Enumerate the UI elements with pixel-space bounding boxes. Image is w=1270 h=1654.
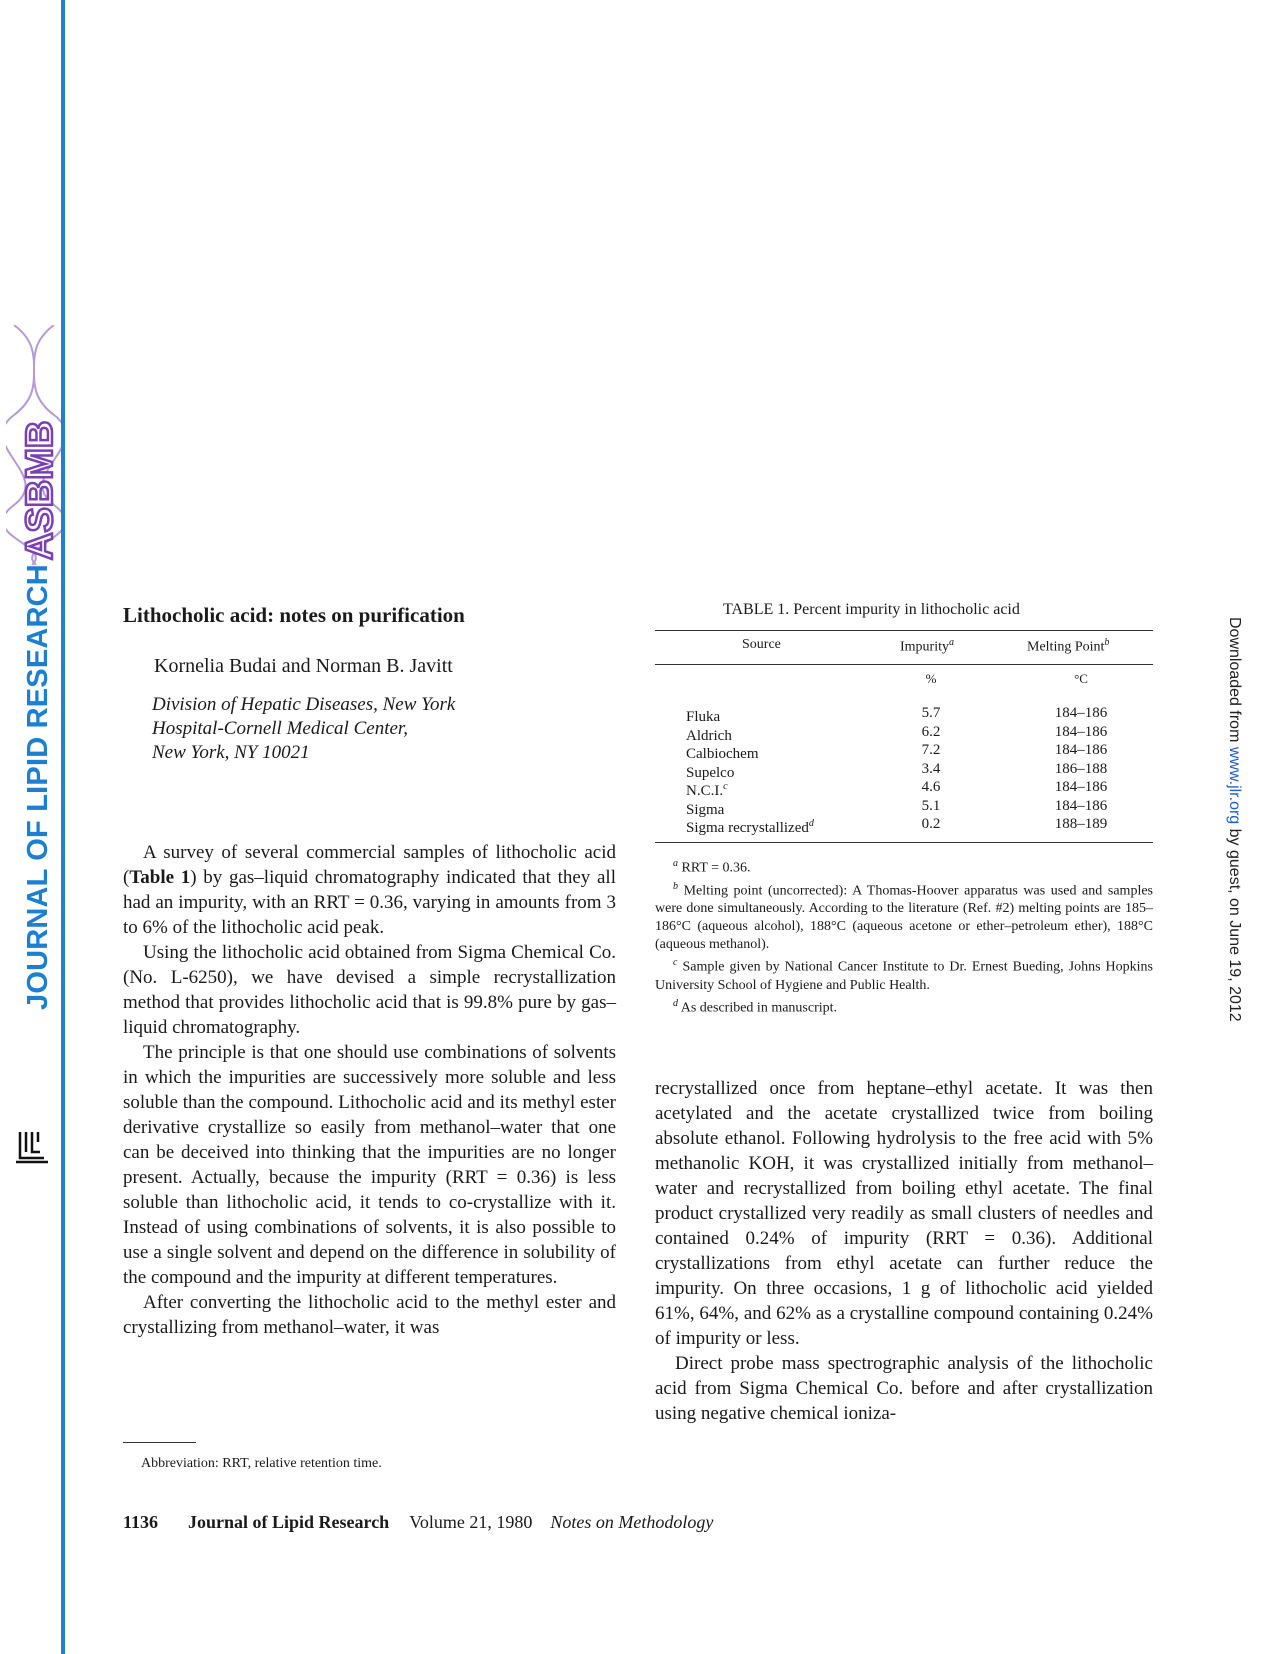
asbmb-logo bbox=[6, 325, 62, 565]
header-impurity bbox=[900, 637, 954, 656]
accent-bar bbox=[61, 0, 65, 1654]
jlr-logo bbox=[14, 1128, 50, 1166]
table-top-rule bbox=[655, 630, 1153, 631]
download-notice bbox=[1225, 617, 1243, 1022]
table-cell-melting: 184–186 bbox=[1054, 779, 1108, 795]
table-cell-impurity: 0.2 bbox=[921, 816, 941, 832]
footer-section: Notes on Methodology bbox=[550, 1512, 714, 1532]
article-title: Lithocholic acid: notes on purification bbox=[123, 603, 465, 627]
table-note: $^b$ Melting point (uncorrected): A Thomas-Hoover apparatus was used and samples were done simultaneously. According to the literature (Ref. #2) melting points are 185–186°C (aqueous alcohol), 188°C (aqueous acetone or ether–petroleum ether), 188°C (aqueous methanol). bbox=[655, 880, 1153, 953]
body-right-column bbox=[655, 1076, 1153, 1426]
table-cell-source: N.C.I.$^c$ bbox=[686, 781, 728, 799]
table-cell-source: Sigma recrystallized$^d$ bbox=[686, 818, 814, 836]
download-suffix: by guest, on June 19, 2012 bbox=[1226, 824, 1243, 1022]
table-note: $^d$ As described in manuscript. bbox=[673, 997, 838, 1016]
table-cell-impurity: 4.6 bbox=[921, 779, 941, 795]
table-header-rule bbox=[655, 664, 1153, 665]
body-paragraph: recrystallized once from heptane–ethyl acetate. It was then acetylated and the acetate crystallized twice from boiling absolute ethanol. Following hydrolysis to the free acid with 5% methanolic KOH, it was crystallized initially from methanol–water and recrystallized from boiling ethyl acetate. The final product crystallized very readily as small clusters of needles and contained 0.24% of impurity (RRT = 0.36). Additional crystallizations from ethyl acetate can further reduce the impurity. On three occasions, 1 g of lithocholic acid yielded 61%, 64%, and 62% as a crystalline compound containing 0.24% of impurity or less. bbox=[655, 1078, 1153, 1349]
table-cell-source: Fluka bbox=[686, 709, 721, 725]
table-note: $^c$ Sample given by National Cancer Institute to Dr. Ernest Bueding, Johns Hopkins University School of Hygiene and Public Health. bbox=[655, 957, 1153, 993]
table-bottom-rule bbox=[655, 842, 1153, 843]
header-impurity-sup: a bbox=[949, 637, 954, 648]
header-melting bbox=[1027, 637, 1109, 656]
table-cell-melting: 184–186 bbox=[1054, 797, 1108, 814]
footer-journal: Journal of Lipid Research bbox=[188, 1512, 390, 1532]
body-paragraph: Direct probe mass spectrographic analysis of the lithocholic acid from Sigma Chemical Co. before and after crystallization using negative chemical ioniza- bbox=[655, 1353, 1153, 1424]
table-cell-melting: 184–186 bbox=[1054, 723, 1108, 740]
article-authors: Kornelia Budai and Norman B. Javitt bbox=[154, 655, 453, 677]
table-cell-impurity: 7.2 bbox=[921, 742, 941, 758]
asbmb-logo-text: ASBMB bbox=[19, 420, 61, 560]
table-cell-melting: 184–186 bbox=[1054, 705, 1108, 721]
table-cell-source: Aldrich bbox=[686, 727, 732, 744]
table-notes bbox=[655, 855, 1153, 1018]
table-note: $^a$ RRT = 0.36. bbox=[673, 858, 751, 876]
jlr-link[interactable]: www.jlr.org bbox=[1226, 746, 1243, 825]
body-paragraph: Using the lithocholic acid obtained from Sigma Chemical Co. (No. L-6250), we have devised a simple recrystallization method that provides lithocholic acid that is 99.8% pure by gas–liquid chromatography. bbox=[123, 942, 616, 1038]
table-cell-impurity: 3.4 bbox=[921, 760, 941, 777]
affiliation bbox=[152, 693, 455, 765]
left-sidebar bbox=[0, 0, 60, 1654]
page-footer bbox=[123, 1512, 713, 1533]
footer-volume: Volume 21, 1980 bbox=[409, 1512, 533, 1532]
unit-impurity: % bbox=[925, 671, 937, 686]
footnote-rule bbox=[123, 1442, 196, 1443]
header-impurity-label: Impurity bbox=[900, 639, 949, 655]
header-melting-label: Melting Point bbox=[1027, 639, 1105, 655]
column-source bbox=[686, 704, 814, 834]
table-cell-melting: 186–188 bbox=[1054, 760, 1108, 777]
body-left-column bbox=[123, 840, 616, 1340]
download-prefix: Downloaded from bbox=[1226, 617, 1243, 747]
table-cell-impurity: 5.7 bbox=[921, 705, 941, 721]
table-cell-impurity: 6.2 bbox=[921, 723, 941, 740]
affiliation-line: Hospital-Cornell Medical Center, bbox=[152, 718, 408, 739]
column-melting-point bbox=[1021, 704, 1141, 834]
header-melting-sup: b bbox=[1104, 637, 1110, 648]
affiliation-line: Division of Hepatic Diseases, New York bbox=[152, 694, 456, 715]
paragraph-text: A survey of several commercial samples of lithocholic acid ( bbox=[123, 842, 616, 888]
table-cell-source: Calbiochem bbox=[686, 746, 759, 762]
unit-melting: °C bbox=[1074, 671, 1088, 686]
table-reference: Table 1 bbox=[129, 867, 191, 888]
body-paragraph: The principle is that one should use combinations of solvents in which the impurities are successively more soluble and less soluble than the compound. Lithocholic acid and its methyl ester derivative crystallize so easily from methanol–water that one can be deceived into thinking that the impurities are no longer present. Actually, because the impurity (RRT = 0.36) is less soluble than lithocholic acid, it tends to co-crystallize with it. Instead of using combinations of solvents, it is also possible to use a single solvent and depend on the difference in solubility of the compound and the impurity at different temperatures. bbox=[123, 1042, 616, 1288]
journal-name-vertical: JOURNAL OF LIPID RESEARCH bbox=[22, 564, 54, 1010]
table-cell-source: Supelco bbox=[686, 764, 735, 781]
body-paragraph bbox=[123, 840, 616, 940]
abbreviation-footnote: Abbreviation: RRT, relative retention time. bbox=[141, 1456, 382, 1471]
column-impurity bbox=[906, 704, 956, 834]
table-title: TABLE 1. Percent impurity in lithocholic acid bbox=[723, 601, 1020, 618]
affiliation-line: New York, NY 10021 bbox=[152, 742, 310, 763]
paragraph-text: ) by gas–liquid chromatography indicated that they all had an impurity, with an RRT = 0.36, varying in amounts from 3 to 6% of the lithocholic acid peak. bbox=[123, 867, 616, 938]
header-source: Source bbox=[742, 637, 781, 652]
table-cell-impurity: 5.1 bbox=[921, 797, 941, 814]
page-number: 1136 bbox=[123, 1512, 159, 1532]
body-paragraph: After converting the lithocholic acid to the methyl ester and crystallizing from methanol–water, it was bbox=[123, 1292, 616, 1338]
table-cell-melting: 188–189 bbox=[1054, 816, 1108, 832]
table-cell-melting: 184–186 bbox=[1054, 742, 1108, 758]
table-cell-source: Sigma bbox=[686, 801, 725, 818]
